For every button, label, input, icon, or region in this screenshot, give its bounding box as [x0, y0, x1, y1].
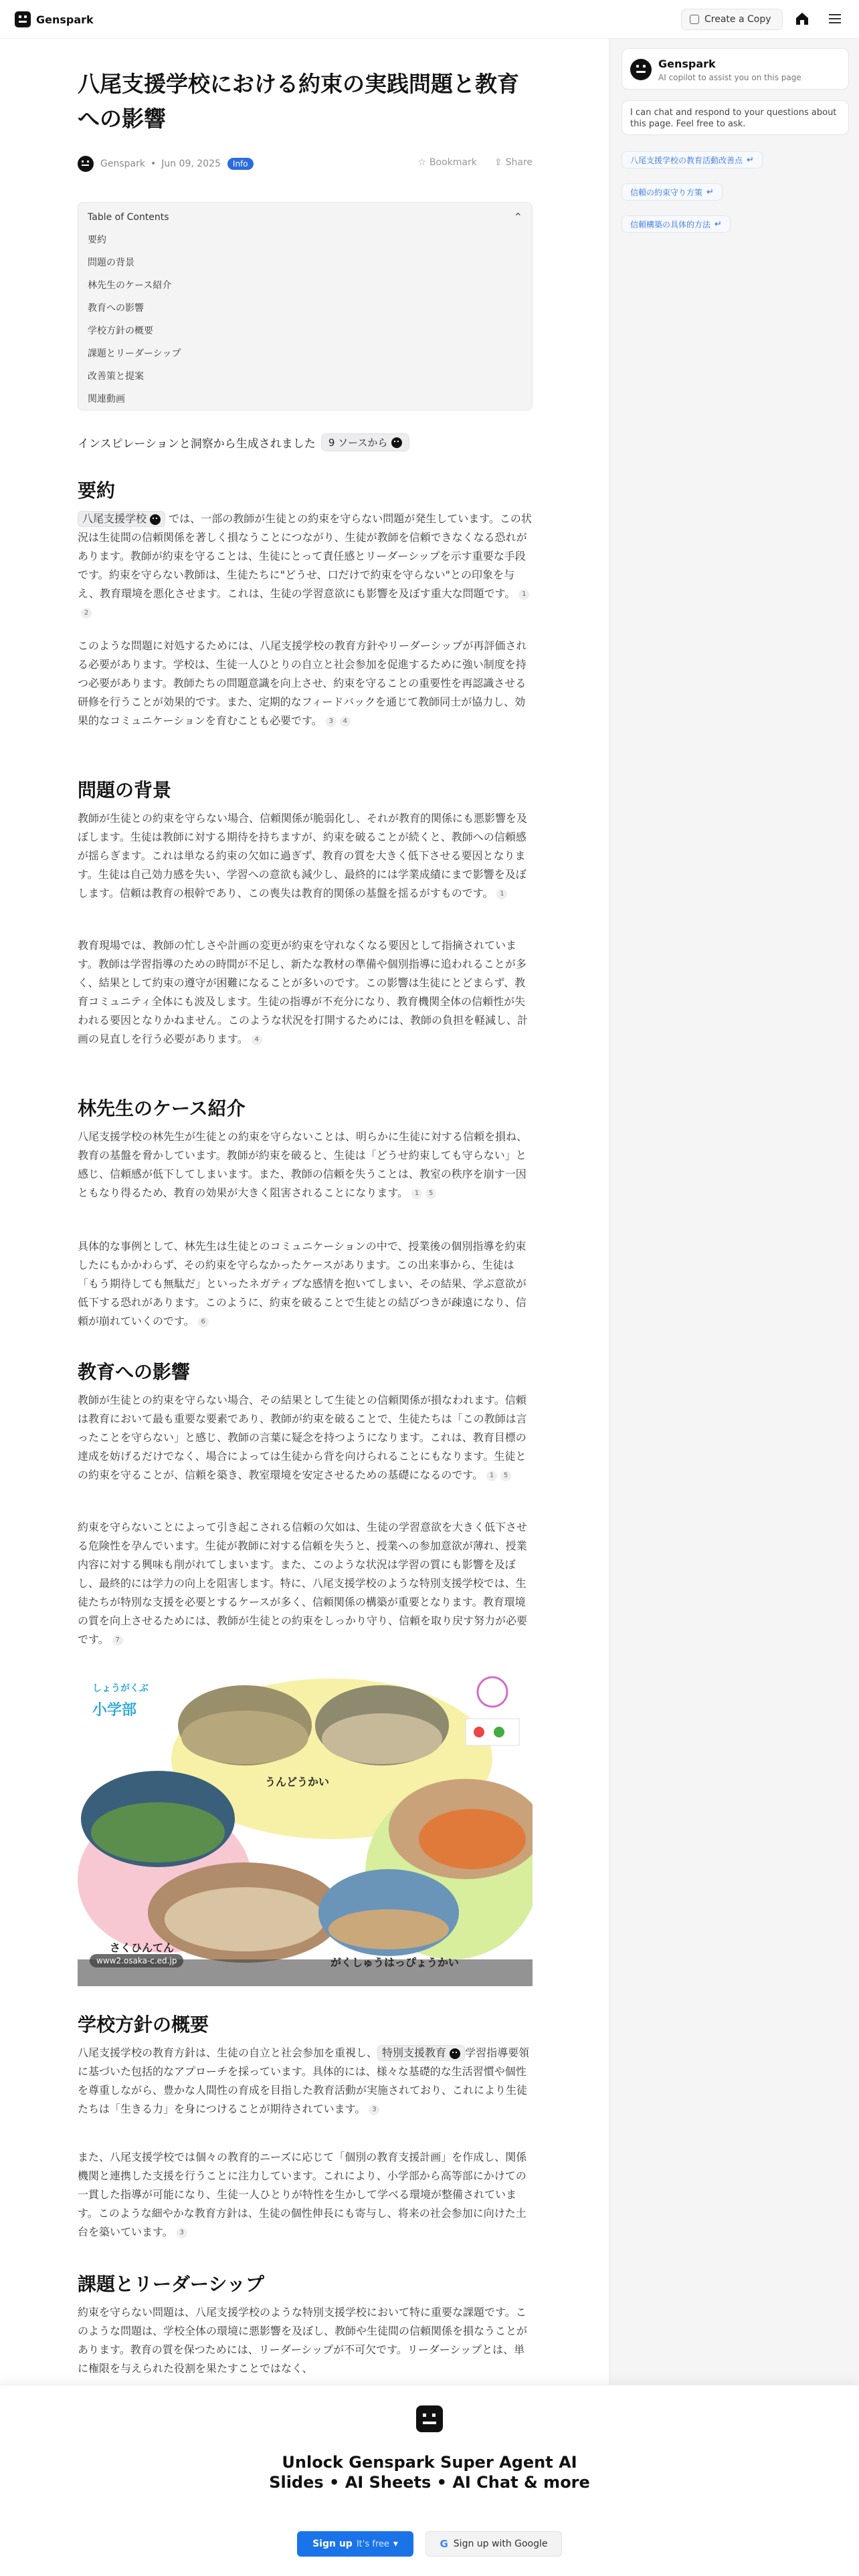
citation-badge[interactable]: 4: [340, 716, 351, 727]
create-copy-button[interactable]: [681, 9, 783, 30]
return-icon: ↵: [706, 187, 714, 197]
brand[interactable]: [15, 11, 94, 27]
paragraph-text: 具体的な事例として、林先生は生徒とのコミュニケーションの中で、授業後の個別指導を約束したにもかかわらず、その約束を守らなかったケースがあります。この出来事から、生徒は「もう期待しても無駄だ」といったネガティブな感情を抱いてしまい、その結果、学ぶ意欲が低下する恐れがあります。このように、約束を破ることで生徒との結びつきが疎遠になり、信頼が崩れていくのです。: [78, 1240, 527, 1327]
signup-label: Sign up: [312, 2539, 353, 2549]
paragraph-text: 八尾支援学校の林先生が生徒との約束を守らないことは、明らかに生徒に対する信頼を損ね、教育の基盤を脅かしています。教師が約束を破ると、生徒は「どうせ約束しても守らない」と感じ、信頼感が低下してしまいます。また、教師の信頼を失うことは、教室の秩序を崩す一因ともなり得るため、教育の効果が大きく阻害されることになります。: [78, 1130, 528, 1199]
top-bar: [0, 0, 859, 39]
paragraph-text: 約束を守らないことによって引き起こされる信頼の欠如は、生徒の学習意欲を大きく低下させる危険性を孕んでいます。生徒が教師に対する信頼を失うと、授業への参加意欲が薄れ、授業内容に対する興味も削がれてしまいます。また、このような状況は学習の質にも影響を及ぼし、最終的には学力の向上を阻害します。特に、八尾支援学校のような特別支援学校では、生徒たちが特別な支援を必要とするケースが多く、信頼関係の構築が重要となります。教育環境の質を向上させるためには、教師が生徒との約束をしっかり守り、信頼を取り戻す努力が必要です。: [78, 1521, 528, 1646]
citation-badge[interactable]: 5: [425, 1188, 436, 1199]
genspark-ghost-icon: [450, 2048, 460, 2059]
share-button[interactable]: [494, 157, 533, 168]
paragraph-text: 学習指導要領に基づいた包括的なアプローチを採っています。具体的には、様々な基礎的な生活習慣や個性を尊重しながら、豊かな人間性の育成を目指した教育活動が実施されており、これにより生徒たちは「生きる力」を身につけることが期待されています。: [78, 2046, 530, 2115]
google-signup-label: Sign up with Google: [453, 2539, 548, 2549]
image-caption: がくしゅうはっぴょうかい: [330, 1956, 460, 1969]
paragraph-text: また、八尾支援学校では個々の教育的ニーズに応じて「個別の教育支援計画」を作成し、関係機関と連携した支援を行うことに注力しています。これにより、小学部から高等部にかけての一貫した指導が可能になり、生徒一人ひとりが特性を生かして学べる環境が整備されています。このような細やかな教育方針は、生徒の個性伸長にも寄与し、将来の社会参加に向けた土台を築いています。: [78, 2151, 527, 2238]
image-label-small: しょうがくぶ: [92, 1683, 149, 1694]
sources-chip-label: 9 ソースから: [328, 437, 388, 449]
citation-badge[interactable]: 1: [486, 1471, 497, 1481]
citation-badge[interactable]: 3: [177, 2228, 187, 2238]
toc-item[interactable]: 関連動画: [88, 394, 125, 405]
genspark-ghost-icon: [150, 514, 161, 525]
paragraph-text: 八尾支援学校の教育方針は、生徒の自立と社会参加を重視し、: [78, 2046, 378, 2059]
suggestion-label: 信頼の約束守り方策: [630, 187, 703, 197]
paragraph: [78, 1391, 533, 1485]
paragraph: [78, 2303, 533, 2378]
assistant-avatar-icon: [630, 59, 652, 80]
create-copy-label: Create a Copy: [704, 14, 771, 25]
article-meta: [78, 155, 533, 173]
citation-badge[interactable]: 1: [496, 889, 507, 899]
assistant-subtitle: AI copilot to assist you on this page: [658, 73, 801, 82]
genspark-logo-icon: [416, 2405, 443, 2432]
citation-badge[interactable]: 3: [369, 2105, 379, 2115]
paragraph-text: 教師が生徒との約束を守らない場合、その結果として生徒との信頼関係が損なわれます。信頼は教育において最も重要な要素であり、教師が約束を破ることで、生徒たちは「この教師は言ったことを守らない」と感じ、教師の言葉に疑念を持つようになります。これは、教育目標の達成を妨げるだけでなく、場合によっては生徒から背を向けられることにもなります。生徒との約束を守ることが、信頼を築き、教室環境を安定させるための基礎になるのです。: [78, 1394, 527, 1481]
citation-badge[interactable]: 1: [411, 1188, 422, 1199]
entity-chip-label: 特別支援教育: [382, 2046, 447, 2059]
section-heading: 要約: [78, 479, 116, 502]
image-caption: さくひんてん: [110, 1941, 175, 1954]
genspark-ghost-icon: [391, 437, 402, 448]
google-signup-button[interactable]: [425, 2531, 562, 2557]
share-label: Share: [505, 157, 533, 168]
image-source-url[interactable]: www2.osaka-c.ed.jp: [90, 1954, 183, 1967]
chevron-down-icon: ▾: [393, 2539, 398, 2549]
home-icon[interactable]: [794, 11, 810, 27]
bookmark-button[interactable]: [417, 157, 477, 168]
meta-separator: •: [150, 158, 157, 169]
toc-item[interactable]: 学校方針の概要: [88, 326, 153, 336]
school-events-image[interactable]: [78, 1672, 533, 1986]
chevron-up-icon[interactable]: ⌃: [513, 211, 522, 223]
bookmark-label: Bookmark: [429, 157, 477, 168]
google-icon: G: [440, 2538, 448, 2550]
citation-badge[interactable]: 4: [252, 1035, 262, 1045]
paragraph-text: このような問題に対処するためには、八尾支援学校の教育方針やリーダーシップが再評価される必要があります。学校は、生徒一人ひとりの自立と社会参加を促進するために強い制度を持つ必要があります。教師たちの問題意識を向上させ、約束を守ることの重要性を再認識させる研修を行うことが効果的です。また、定期的なフィードバックを通じて教師同士が協力し、効果的なコミュニケーションを育むことも必要です。: [78, 639, 527, 727]
signup-free-label: It's free: [356, 2539, 389, 2549]
info-badge[interactable]: Info: [227, 158, 254, 170]
signup-button[interactable]: [297, 2531, 413, 2557]
publish-date: Jun 09, 2025: [161, 158, 221, 169]
suggestion-label: 信頼構築の具体的方法: [630, 219, 711, 229]
toc-item[interactable]: 改善策と提案: [88, 371, 144, 382]
paragraph: [78, 936, 533, 1049]
citation-badge[interactable]: 1: [518, 589, 529, 600]
toc-title: Table of Contents: [88, 212, 169, 223]
section-heading: 林先生のケース紹介: [78, 1097, 246, 1119]
citation-badge[interactable]: 5: [500, 1471, 511, 1481]
toc-item[interactable]: 要約: [88, 235, 106, 245]
cta-title: Unlock Genspark Super Agent AI Slides • AI Sheets • AI Chat & more: [269, 2453, 590, 2492]
suggestion-chip[interactable]: [622, 183, 723, 201]
entity-chip[interactable]: [377, 2045, 465, 2061]
assistant-header: [622, 48, 849, 90]
citation-badge[interactable]: 3: [326, 716, 337, 727]
inspire-text: インスピレーションと洞察から生成されました: [78, 437, 316, 451]
section-heading: 教育への影響: [78, 1361, 191, 1383]
paragraph: [78, 2044, 533, 2119]
sources-line: [78, 433, 533, 451]
copy-icon: [690, 15, 699, 24]
toc-item[interactable]: 問題の背景: [88, 257, 134, 268]
image-label-big: 小学部: [92, 1702, 137, 1719]
return-icon: ↵: [747, 154, 754, 165]
page-title: 八尾支援学校における約束の実践問題と教育への影響: [78, 71, 519, 132]
citation-badge[interactable]: 2: [81, 608, 92, 619]
paragraph: [78, 637, 533, 730]
section-heading: 問題の背景: [78, 779, 172, 801]
toc-item[interactable]: 教育への影響: [88, 303, 144, 314]
paragraph: [78, 809, 533, 903]
paragraph: [78, 1128, 533, 1202]
image-caption: うんどうかい: [265, 1776, 330, 1788]
assistant-greeting: I can chat and respond to your questions about this page. Feel free to ask.: [622, 100, 849, 135]
brand-name: Genspark: [36, 13, 94, 26]
paragraph: [78, 510, 533, 622]
assistant-panel: [609, 39, 859, 2576]
section-heading: 学校方針の概要: [78, 2014, 209, 2036]
share-icon: ⇪: [494, 157, 502, 168]
paragraph-text: 約束を守らない問題は、八尾支援学校のような特別支援学校において特に重要な課題です。このような問題は、学校全体の環境に悪影響を及ぼし、教師や生徒間の信頼関係を損なうことがあります。教育の質を保つためには、リーダーシップが不可欠です。リーダーシップとは、単に権限を与えられた役割を果たすことではなく、: [78, 2306, 528, 2375]
article-actions: [417, 157, 533, 168]
section-heading: 課題とリーダーシップ: [78, 2273, 264, 2295]
paragraph-text: 教師が生徒との約束を守らない場合、信頼関係が脆弱化し、それが教育的関係にも悪影響を及ぼします。生徒は教師に対する期待を持ちますが、約束を破ることが続くと、教師への信頼感が揺らぎます。これは単なる約束の欠如に過ぎず、教育の質を大きく低下させる要因となります。生徒は自己効力感を失い、学習への意欲も減少し、最終的には学業成績にまで影響を及ぼします。信頼は教育の根幹であり、この喪失は教育的関係の基盤を揺るがすものです。: [78, 812, 528, 899]
genspark-logo-icon: [15, 11, 31, 27]
citation-badge[interactable]: 7: [112, 1635, 123, 1646]
paragraph-text: 教育現場では、教師の忙しさや計画の変更が約束を守れなくなる要因として指摘されています。教師は学習指導のための時間が不足し、新たな教材の準備や個別指導に追われることが多く、結果として約束の遵守が困難になることが多いのです。この影響は生徒にとどまらず、教育コミュニティ全体にも波及します。生徒の指導が不充分になり、教育機関全体の信頼性が失われる要因となりかねません。このような状況を打開するためには、教師の負担を軽減し、計画の見直しを行う必要があります。: [78, 939, 528, 1045]
paragraph-text: では、一部の教師が生徒との約束を守らない問題が発生しています。この状況は生徒間の信頼関係を著しく損なうことにつながり、生徒が教師を信頼できなくなる恐れがあります。教師が約束を守ることは、生徒にとって責任感とリーダーシップを示す重要な手段です。約束を守らない教師は、生徒たちに"どうせ、口だけで約束を守らない"との印象を与え、教育環境を悪化させます。これは、生徒の学習意欲にも影響を及ぼす重大な問題です。: [78, 512, 532, 600]
assistant-name: Genspark: [658, 58, 716, 70]
author-avatar-icon: [78, 156, 94, 172]
menu-icon[interactable]: [827, 11, 843, 27]
sources-chip[interactable]: [321, 433, 410, 451]
paragraph: [78, 1518, 533, 1649]
entity-chip-label: 八尾支援学校: [82, 512, 147, 525]
paragraph: [78, 1237, 533, 1331]
table-of-contents: [78, 202, 533, 411]
bookmark-icon: ☆: [417, 157, 426, 168]
signup-overlay: [0, 2385, 859, 2576]
author-name: Genspark: [100, 158, 145, 169]
toc-item[interactable]: 課題とリーダーシップ: [88, 348, 181, 359]
return-icon: ↵: [714, 219, 722, 229]
suggestion-chip[interactable]: [622, 151, 763, 169]
suggestion-label: 八尾支援学校の教育活動改善点: [630, 155, 743, 165]
toc-item[interactable]: 林先生のケース紹介: [88, 280, 172, 291]
entity-chip[interactable]: [78, 511, 165, 527]
citation-badge[interactable]: 6: [198, 1317, 209, 1327]
paragraph: [78, 2148, 533, 2242]
suggestion-chip[interactable]: [622, 215, 731, 233]
